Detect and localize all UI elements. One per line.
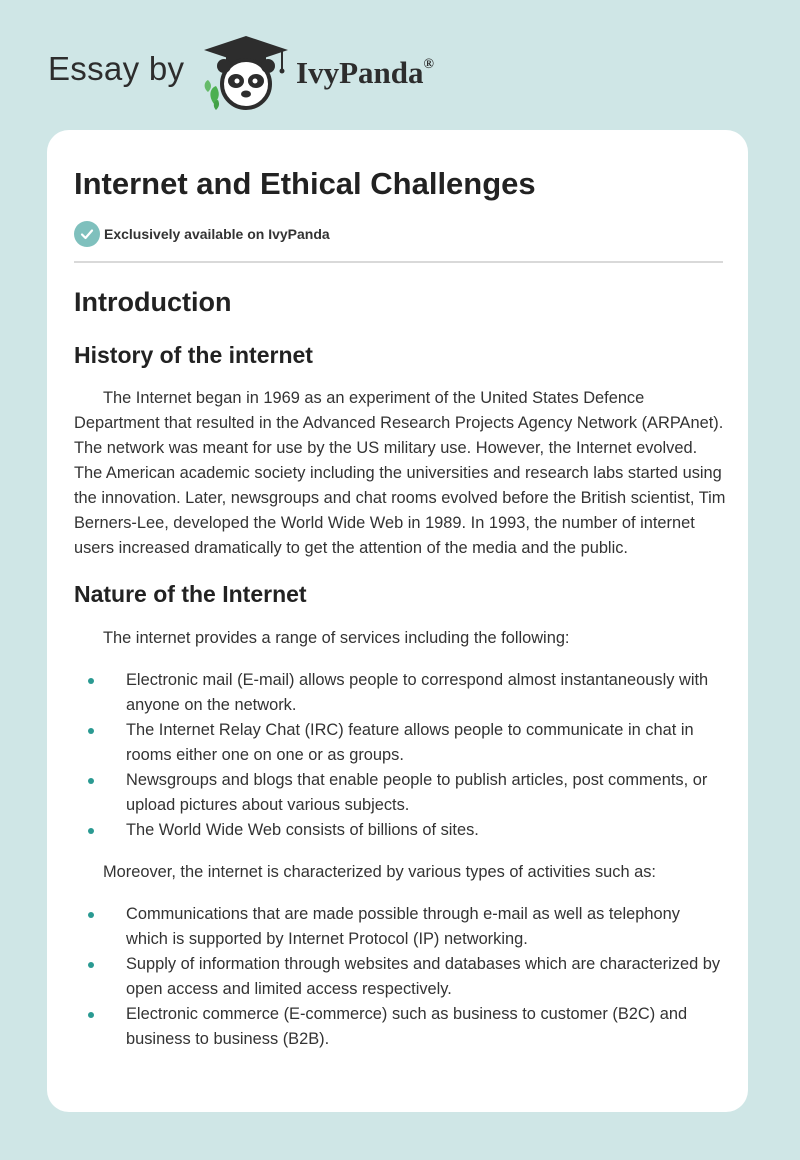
- list-item: [74, 718, 726, 768]
- article-body: [74, 280, 726, 1052]
- panda-graduate-icon[interactable]: [200, 34, 292, 112]
- list-item-text: Electronic commerce (E-commerce) such as business to customer (B2C) and business to business (B2B).: [126, 1005, 688, 1048]
- article-card: [47, 130, 748, 1112]
- list-item-text: The Internet Relay Chat (IRC) feature allows people to communicate in chat in rooms either one on one or as groups.: [126, 721, 694, 764]
- list-item: [74, 952, 726, 1002]
- heading-introduction: Introduction: [74, 287, 232, 317]
- heading-nature: Nature of the Internet: [74, 581, 307, 607]
- list-item: [74, 1002, 726, 1052]
- brand-name[interactable]: IvyPanda®: [296, 55, 434, 90]
- bullet-dot-icon: [88, 778, 94, 784]
- bullet-dot-icon: [88, 962, 94, 968]
- activities-intro: Moreover, the internet is characterized by various types of activities such as:: [103, 863, 656, 881]
- bullet-dot-icon: [88, 678, 94, 684]
- services-list: [74, 668, 726, 843]
- services-intro: The internet provides a range of services including the following:: [103, 629, 570, 647]
- list-item-text: Electronic mail (E-mail) allows people to correspond almost instantaneously with anyone on the network.: [126, 671, 709, 714]
- list-item: [74, 902, 726, 952]
- bullet-dot-icon: [88, 728, 94, 734]
- list-item-text: Supply of information through websites and databases which are characterized by open access and limited access respectively.: [126, 955, 721, 998]
- brand-prefix: Essay by: [48, 50, 185, 87]
- list-item-text: The World Wide Web consists of billions of sites.: [126, 821, 479, 839]
- heading-history: History of the internet: [74, 342, 313, 368]
- bullet-dot-icon: [88, 1012, 94, 1018]
- list-item: [74, 768, 726, 818]
- list-item: [74, 668, 726, 718]
- check-circle-icon: [74, 221, 100, 247]
- bullet-dot-icon: [88, 828, 94, 834]
- page-title: Internet and Ethical Challenges: [74, 166, 536, 201]
- list-item-text: Communications that are made possible through e-mail as well as telephony which is supported by Internet Protocol (IP) networking.: [126, 905, 680, 948]
- list-item-text: Newsgroups and blogs that enable people to publish articles, post comments, or upload pictures about various subjects.: [126, 771, 708, 814]
- exclusive-badge: [74, 221, 330, 247]
- activities-list: [74, 902, 726, 1052]
- site-header: [0, 0, 800, 130]
- registered-mark: ®: [423, 56, 434, 72]
- badge-text: Exclusively available on IvyPanda: [104, 226, 330, 242]
- divider: [74, 261, 723, 263]
- bullet-dot-icon: [88, 912, 94, 918]
- history-paragraph: The Internet began in 1969 as an experiment of the United States Defence Department that resulted in the Advanced Research Projects Agency Network (ARPAnet). The network was meant for use by the US military use. However, the Internet evolved. The American academic society including the universities and research labs started using the innovation. Later, newsgroups and chat rooms evolved before the British scientist, Tim Berners-Lee, developed the World Wide Web in 1989. In 1993, the number of internet users increased dramatically to get the attention of the media and the public.: [74, 389, 726, 557]
- list-item: [74, 818, 726, 843]
